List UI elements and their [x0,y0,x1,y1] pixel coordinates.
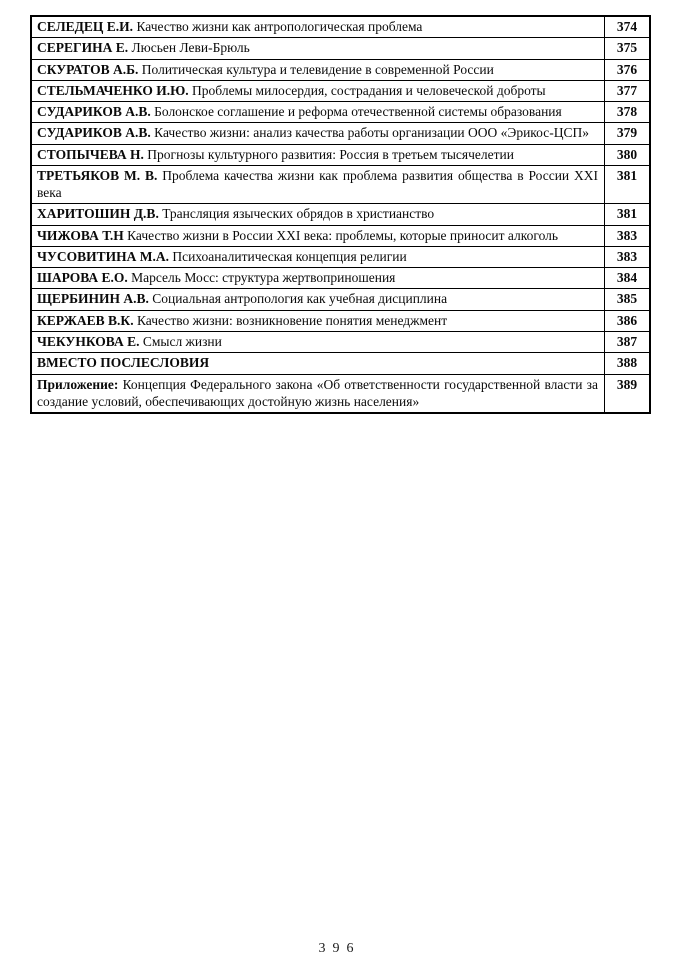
toc-entry [31,123,605,144]
toc-entry [31,38,605,59]
toc-page-number: 384 [605,268,651,289]
toc-page-number: 383 [605,225,651,246]
table-row [31,144,650,165]
table-row [31,59,650,80]
toc-entry-title: Смысл жизни [139,333,222,349]
toc-page-number: 379 [605,123,651,144]
toc-entry-author: СЕЛЕДЕЦ Е.И. [37,19,134,34]
toc-entry-title: Концепция Федерального закона «Об ответственности государственной власти за создание условий, обеспечивающих достойную жизнь населения» [37,376,598,409]
toc-entry-title: Проблемы милосердия, сострадания и человеческой доброты [188,82,546,98]
toc-entry-author: Приложение: [37,376,119,392]
toc-page-number: 376 [605,59,651,80]
table-row [31,289,650,310]
toc-entry-author: ЩЕРБИНИН А.В. [37,291,149,307]
toc-page-number: 385 [605,289,651,310]
table-row [31,310,650,331]
scanned-page [0,15,679,975]
table-row [31,80,650,101]
toc-entry-title: Качество жизни: возникновение понятия менеджмент [133,312,448,328]
toc-entry [31,268,605,289]
toc-entry [31,16,605,38]
toc-entry-author: ТРЕТЬЯКОВ М. В. [37,167,158,183]
toc-entry-title: Психоаналитическая концепция религии [168,248,407,264]
toc-entry [31,246,605,267]
toc-entry [31,59,605,80]
toc-page-number: 380 [605,144,651,165]
toc-entry [31,374,605,413]
table-row [31,353,650,374]
toc-page-number: 389 [605,374,651,413]
table-row [31,268,650,289]
toc-page-number: 383 [605,246,651,267]
table-row [31,331,650,352]
toc-page-number: 386 [605,310,651,331]
table-row [31,38,650,59]
table-row [31,123,650,144]
toc-page-number: 378 [605,102,651,123]
toc-entry-title: Проблема качества жизни как проблема развития общества в России XXI века [37,167,598,201]
toc-page-number: 374 [605,16,651,38]
toc-entry-title: Качество жизни: анализ качества работы организации ООО «Эрикос-ЦСП» [150,125,589,141]
toc-entry-title: Качество жизни как антропологическая проблема [133,19,423,34]
toc-entry [31,331,605,352]
toc-entry-author: СУДАРИКОВ А.В. [37,125,151,141]
toc-entry-author: СУДАРИКОВ А.В. [37,104,151,120]
toc-page-number: 388 [605,353,651,374]
toc-entry [31,102,605,123]
table-row [31,246,650,267]
toc-entry-author: ЧЕКУНКОВА Е. [37,333,140,349]
toc-entry-author: КЕРЖАЕВ В.К. [37,312,134,328]
toc-entry [31,289,605,310]
toc-entry-title: Политическая культура и телевидение в современной России [138,61,494,77]
toc-entry [31,204,605,225]
footer-page-number: 396 [318,941,361,956]
toc-entry-title: Социальная антропология как учебная дисциплина [148,291,448,307]
table-row [31,225,650,246]
toc-entry [31,310,605,331]
toc-entry [31,165,605,204]
toc-entry-title: Люсьен Леви-Брюль [128,40,250,56]
toc-entry-author: СТЕЛЬМАЧЕНКО И.Ю. [37,82,189,98]
toc-entry-title: Качество жизни в России XXI века: проблемы, которые приносит алкоголь [123,227,559,243]
toc-entry-title: Трансляция языческих обрядов в христианство [158,206,435,222]
toc-entry [31,225,605,246]
table-row [31,102,650,123]
table-row [31,204,650,225]
toc-entry [31,353,605,374]
toc-entry-author: СТОПЫЧЕВА Н. [37,146,144,162]
toc-entry-title: Прогнозы культурного развития: Россия в третьем тысячелетии [143,146,514,162]
toc-entry-title: Болонское соглашение и реформа отечественной системы образования [150,104,562,120]
toc-entry-author: ЧУСОВИТИНА М.А. [37,248,169,264]
table-row [31,374,650,413]
toc-page-number: 375 [605,38,651,59]
toc-page-number: 387 [605,331,651,352]
toc-page-number: 377 [605,80,651,101]
toc-entry-title: Марсель Мосс: структура жертвоприношения [127,270,396,286]
toc-page-number: 381 [605,204,651,225]
toc-entry-author: ВМЕСТО ПОСЛЕСЛОВИЯ [37,355,210,371]
toc-entry [31,144,605,165]
toc-entry-author: ХАРИТОШИН Д.В. [37,206,159,222]
table-row [31,165,650,204]
toc-table [30,15,651,414]
toc-entry-author: СЕРЕГИНА Е. [37,40,129,56]
toc-page-number: 381 [605,165,651,204]
toc-table-body [31,16,650,413]
toc-entry [31,80,605,101]
toc-entry-author: ШАРОВА Е.О. [37,270,128,286]
table-row [31,16,650,38]
toc-entry-author: ЧИЖОВА Т.Н [37,227,124,243]
toc-entry-author: СКУРАТОВ А.Б. [37,61,139,77]
